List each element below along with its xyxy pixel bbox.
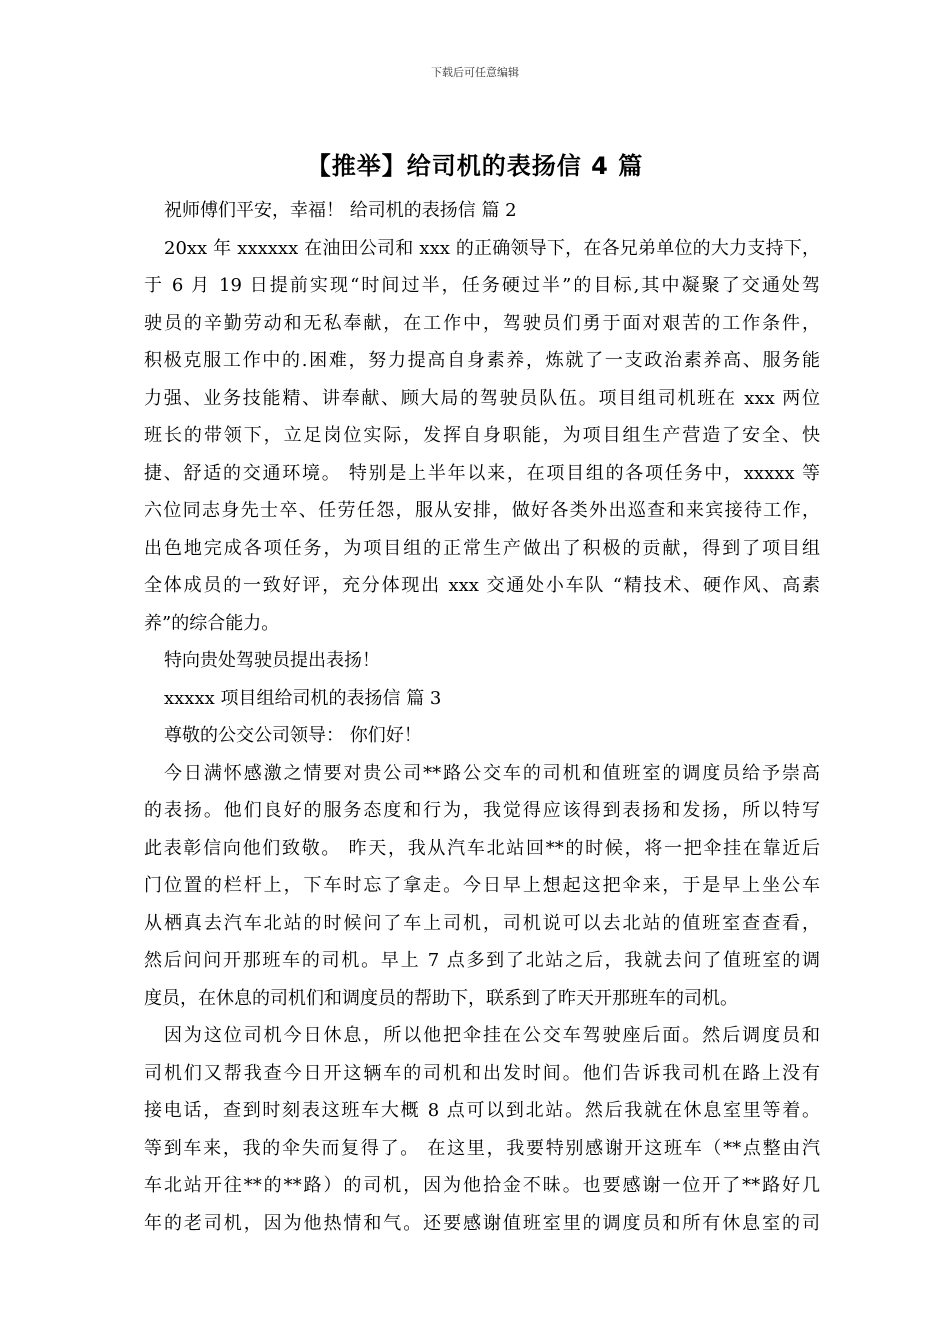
document-title: 【推举】给司机的表扬信 4 篇	[306, 152, 644, 180]
text-line: 于 6 月 19 日提前实现“时间过半，任务硬过半”的目标,其中凝聚了交通处驾	[144, 275, 820, 296]
text-line: 捷、舒适的交通环境。 特别是上半年以来，在项目组的各项任务中，xxxxx 等	[144, 462, 820, 484]
text-line: 司机们又帮我查今日开这辆车的司机和出发时间。他们告诉我司机在路上没有	[144, 1062, 820, 1084]
text-line: xxxxx 项目组给司机的表扬信 篇 3	[164, 687, 442, 709]
text-line: 等到车来，我的伞失而复得了。 在这里，我要特别感谢开这班车（**点整由汽	[144, 1137, 820, 1159]
text-line: 20xx 年 xxxxxx 在油田公司和 xxx 的正确领导下，在各兄弟单位的大力支持下，	[164, 237, 820, 259]
text-line: 因为这位司机今日休息，所以他把伞挂在公交车驾驶座后面。然后调度员和	[164, 1025, 820, 1046]
text-line: 尊敬的公交公司领导： 你们好！	[164, 725, 422, 746]
text-line: 今日满怀感激之情要对贵公司**路公交车的司机和值班室的调度员给予崇高	[164, 762, 820, 784]
text-line: 年的老司机，因为他热情和气。还要感谢值班室里的调度员和所有休息室的司	[144, 1212, 820, 1234]
text-line: 六位同志身先士卒、任劳任怨，服从安排，做好各类外出巡查和来宾接待工作，	[144, 500, 820, 521]
text-line: 祝师傅们平安，幸福！ 给司机的表扬信 篇 2	[164, 200, 517, 221]
text-line: 然后问问开那班车的司机。早上 7 点多到了北站之后，我就去问了值班室的调	[144, 950, 820, 971]
text-line: 车北站开往**的**路）的司机，因为他拾金不昧。也要感谢一位开了**路好几	[144, 1175, 820, 1196]
document-body	[144, 192, 820, 1242]
text-line: 养”的综合能力。	[144, 612, 280, 634]
text-line: 驶员的辛勤劳动和无私奉献，在工作中，驾驶员们勇于面对艰苦的工作条件，	[144, 312, 820, 334]
text-line: 力强、业务技能精、讲奉献、顾大局的驾驶员队伍。项目组司机班在 xxx 两位	[144, 387, 820, 409]
text-line: 班长的带领下，立足岗位实际，发挥自身职能，为项目组生产营造了安全、快	[144, 425, 820, 446]
header-note: 下载后可任意编辑	[431, 66, 519, 79]
text-line: 的表扬。他们良好的服务态度和行为，我觉得应该得到表扬和发扬，所以特写	[144, 800, 820, 821]
text-line: 度员，在休息的司机们和调度员的帮助下，联系到了昨天开那班车的司机。	[144, 987, 738, 1009]
text-line: 出色地完成各项任务，为项目组的正常生产做出了积极的贡献，得到了项目组	[144, 537, 820, 559]
text-line: 从栖真去汽车北站的时候问了车上司机，司机说可以去北站的值班室查查看，	[144, 912, 820, 934]
text-line: 特向贵处驾驶员提出表扬！	[164, 650, 380, 671]
text-line: 接电话，查到时刻表这班车大概 8 点可以到北站。然后我就在休息室里等着。	[144, 1100, 820, 1121]
text-line: 积极克服工作中的.困难，努力提高自身素养，炼就了一支政治素养高、服务能	[144, 350, 820, 371]
text-line: 全体成员的一致好评，充分体现出 xxx 交通处小车队 “精技术、硬作风、高素	[144, 575, 820, 596]
text-line: 此表彰信向他们致敬。 昨天，我从汽车北站回**的时候，将一把伞挂在靠近后	[144, 837, 820, 859]
text-line: 门位置的栏杆上，下车时忘了拿走。今日早上想起这把伞来，于是早上坐公车	[144, 875, 820, 896]
